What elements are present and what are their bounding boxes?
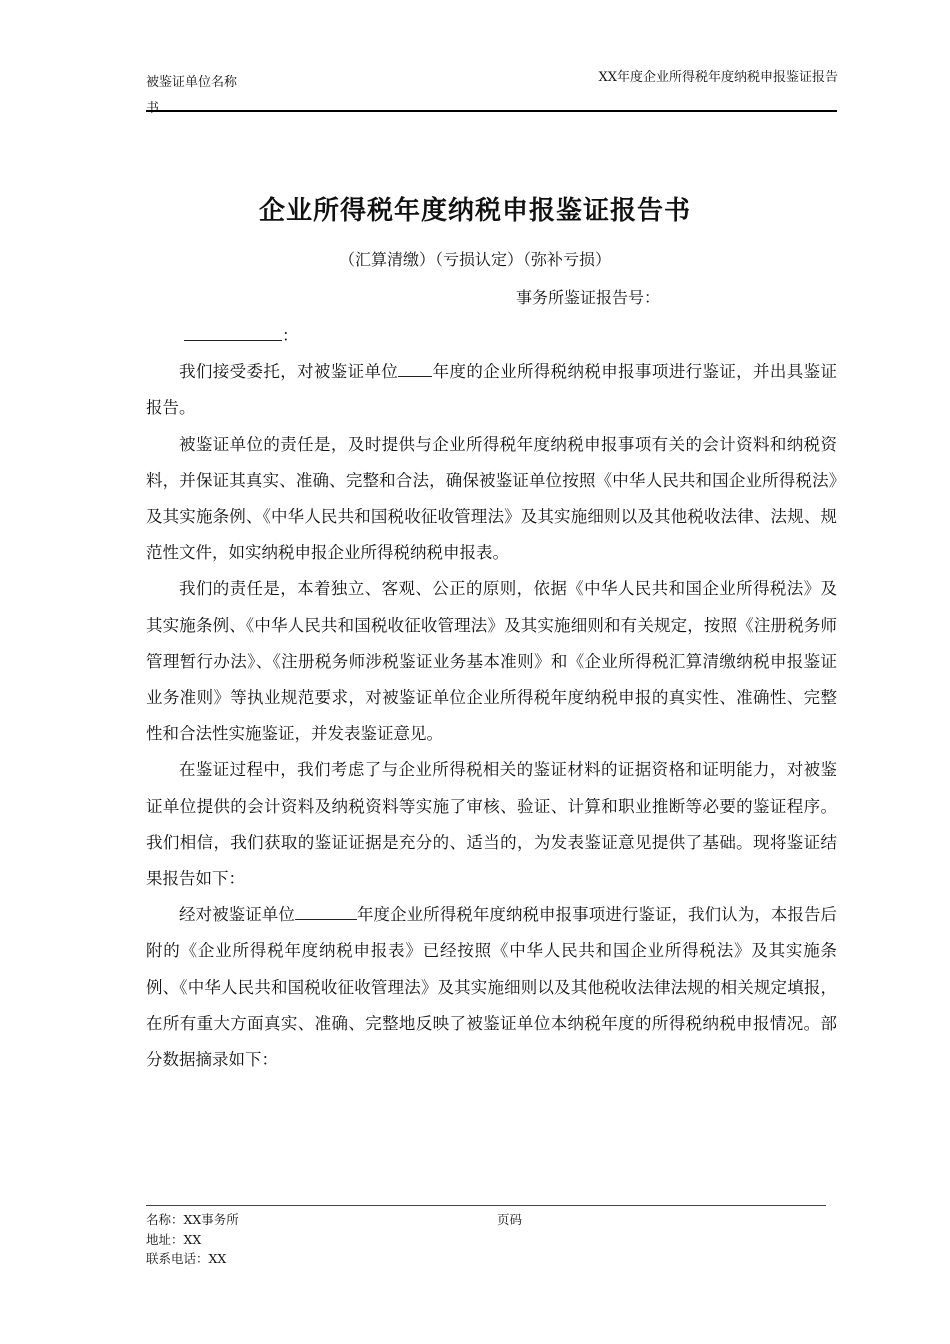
document-title: 企业所得税年度纳税申报鉴证报告书: [258, 196, 691, 226]
addressee-blank: [184, 326, 282, 341]
footer-firm-phone: 联系电话：XX: [146, 1251, 227, 1266]
paragraph-client-responsibility: 被鉴证单位的责任是，及时提供与企业所得税年度纳税申报事项有关的会计资料和纳税资料，并保证其真实、准确、完整和合法，确保被鉴证单位按照《中华人民共和国企业所得税法》及其实施条例、《中华人民共和国税收征收管理法》及其实施细则以及其他税收法律、法规、规范性文件，如实纳税申报企业所得税纳税申报表。: [146, 434, 837, 563]
report-number-label: 事务所鉴证报告号：: [516, 288, 661, 307]
paragraph-engagement: [146, 354, 837, 426]
addressee-colon: ：: [282, 326, 299, 345]
footer-divider: [146, 1205, 826, 1206]
addressee-line: [146, 318, 837, 354]
header-divider: [146, 110, 837, 112]
p5-text-before: 经对被鉴证单位: [179, 905, 295, 925]
header-report-title: XX年度企业所得税年度纳税申报鉴证报告: [598, 70, 838, 85]
p5-text-after: 年度企业所得税年度纳税申报事项进行鉴证，我们认为，本报告后附的《企业所得税年度纳税申报表》已经按照《中华人民共和国企业所得税法》及其实施条例、《中华人民共和国税收征收管理法》及其实施细则以及其他税收法律法规的相关规定填报，在所有重大方面真实、准确、完整地反映了被鉴证单位本纳税年度的所得税纳税申报情况。部分数据摘录如下：: [146, 905, 838, 1070]
footer-firm-info: [146, 1210, 239, 1269]
report-body: [146, 318, 837, 1078]
footer-firm-address: 地址：XX: [146, 1231, 202, 1247]
p1-text-before: 我们接受委托，对被鉴证单位: [179, 362, 399, 382]
year-blank: [398, 362, 432, 377]
header-unit-name: [146, 70, 266, 122]
p1-text-after: 年度的企业所得税纳税申报事项进行鉴证，并出具鉴证报告。: [146, 362, 838, 418]
header-unit-name-line2: 书: [146, 101, 160, 116]
header-unit-name-line1: 被鉴证单位名称: [146, 75, 238, 90]
footer-firm-name: 名称：XX事务所: [146, 1212, 239, 1227]
footer-page-number: 页码: [497, 1212, 523, 1227]
paragraph-auditor-responsibility: 我们的责任是，本着独立、客观、公正的原则，依据《中华人民共和国企业所得税法》及其实施条例、《中华人民共和国税收征收管理法》及其实施细则和有关规定，按照《注册税务师管理暂行办法》、《注册税务师涉税鉴证业务基本准则》和《企业所得税汇算清缴纳税申报鉴证业务准则》等执业规范要求，对被鉴证单位企业所得税年度纳税申报的真实性、准确性、完整性和合法性实施鉴证，并发表鉴证意见。: [146, 579, 837, 744]
paragraph-procedures: 在鉴证过程中，我们考虑了与企业所得税相关的鉴证材料的证据资格和证明能力，对被鉴证单位提供的会计资料及纳税资料等实施了审核、验证、计算和职业推断等必要的鉴证程序。我们相信，我们获取的鉴证证据是充分的、适当的，为发表鉴证意见提供了基础。现将鉴证结果报告如下：: [146, 760, 837, 889]
paragraph-opinion: [146, 897, 837, 1078]
document-subtitle: （汇算清缴）（亏损认定）（弥补亏损）: [338, 250, 611, 269]
year-blank-2: [295, 905, 357, 920]
